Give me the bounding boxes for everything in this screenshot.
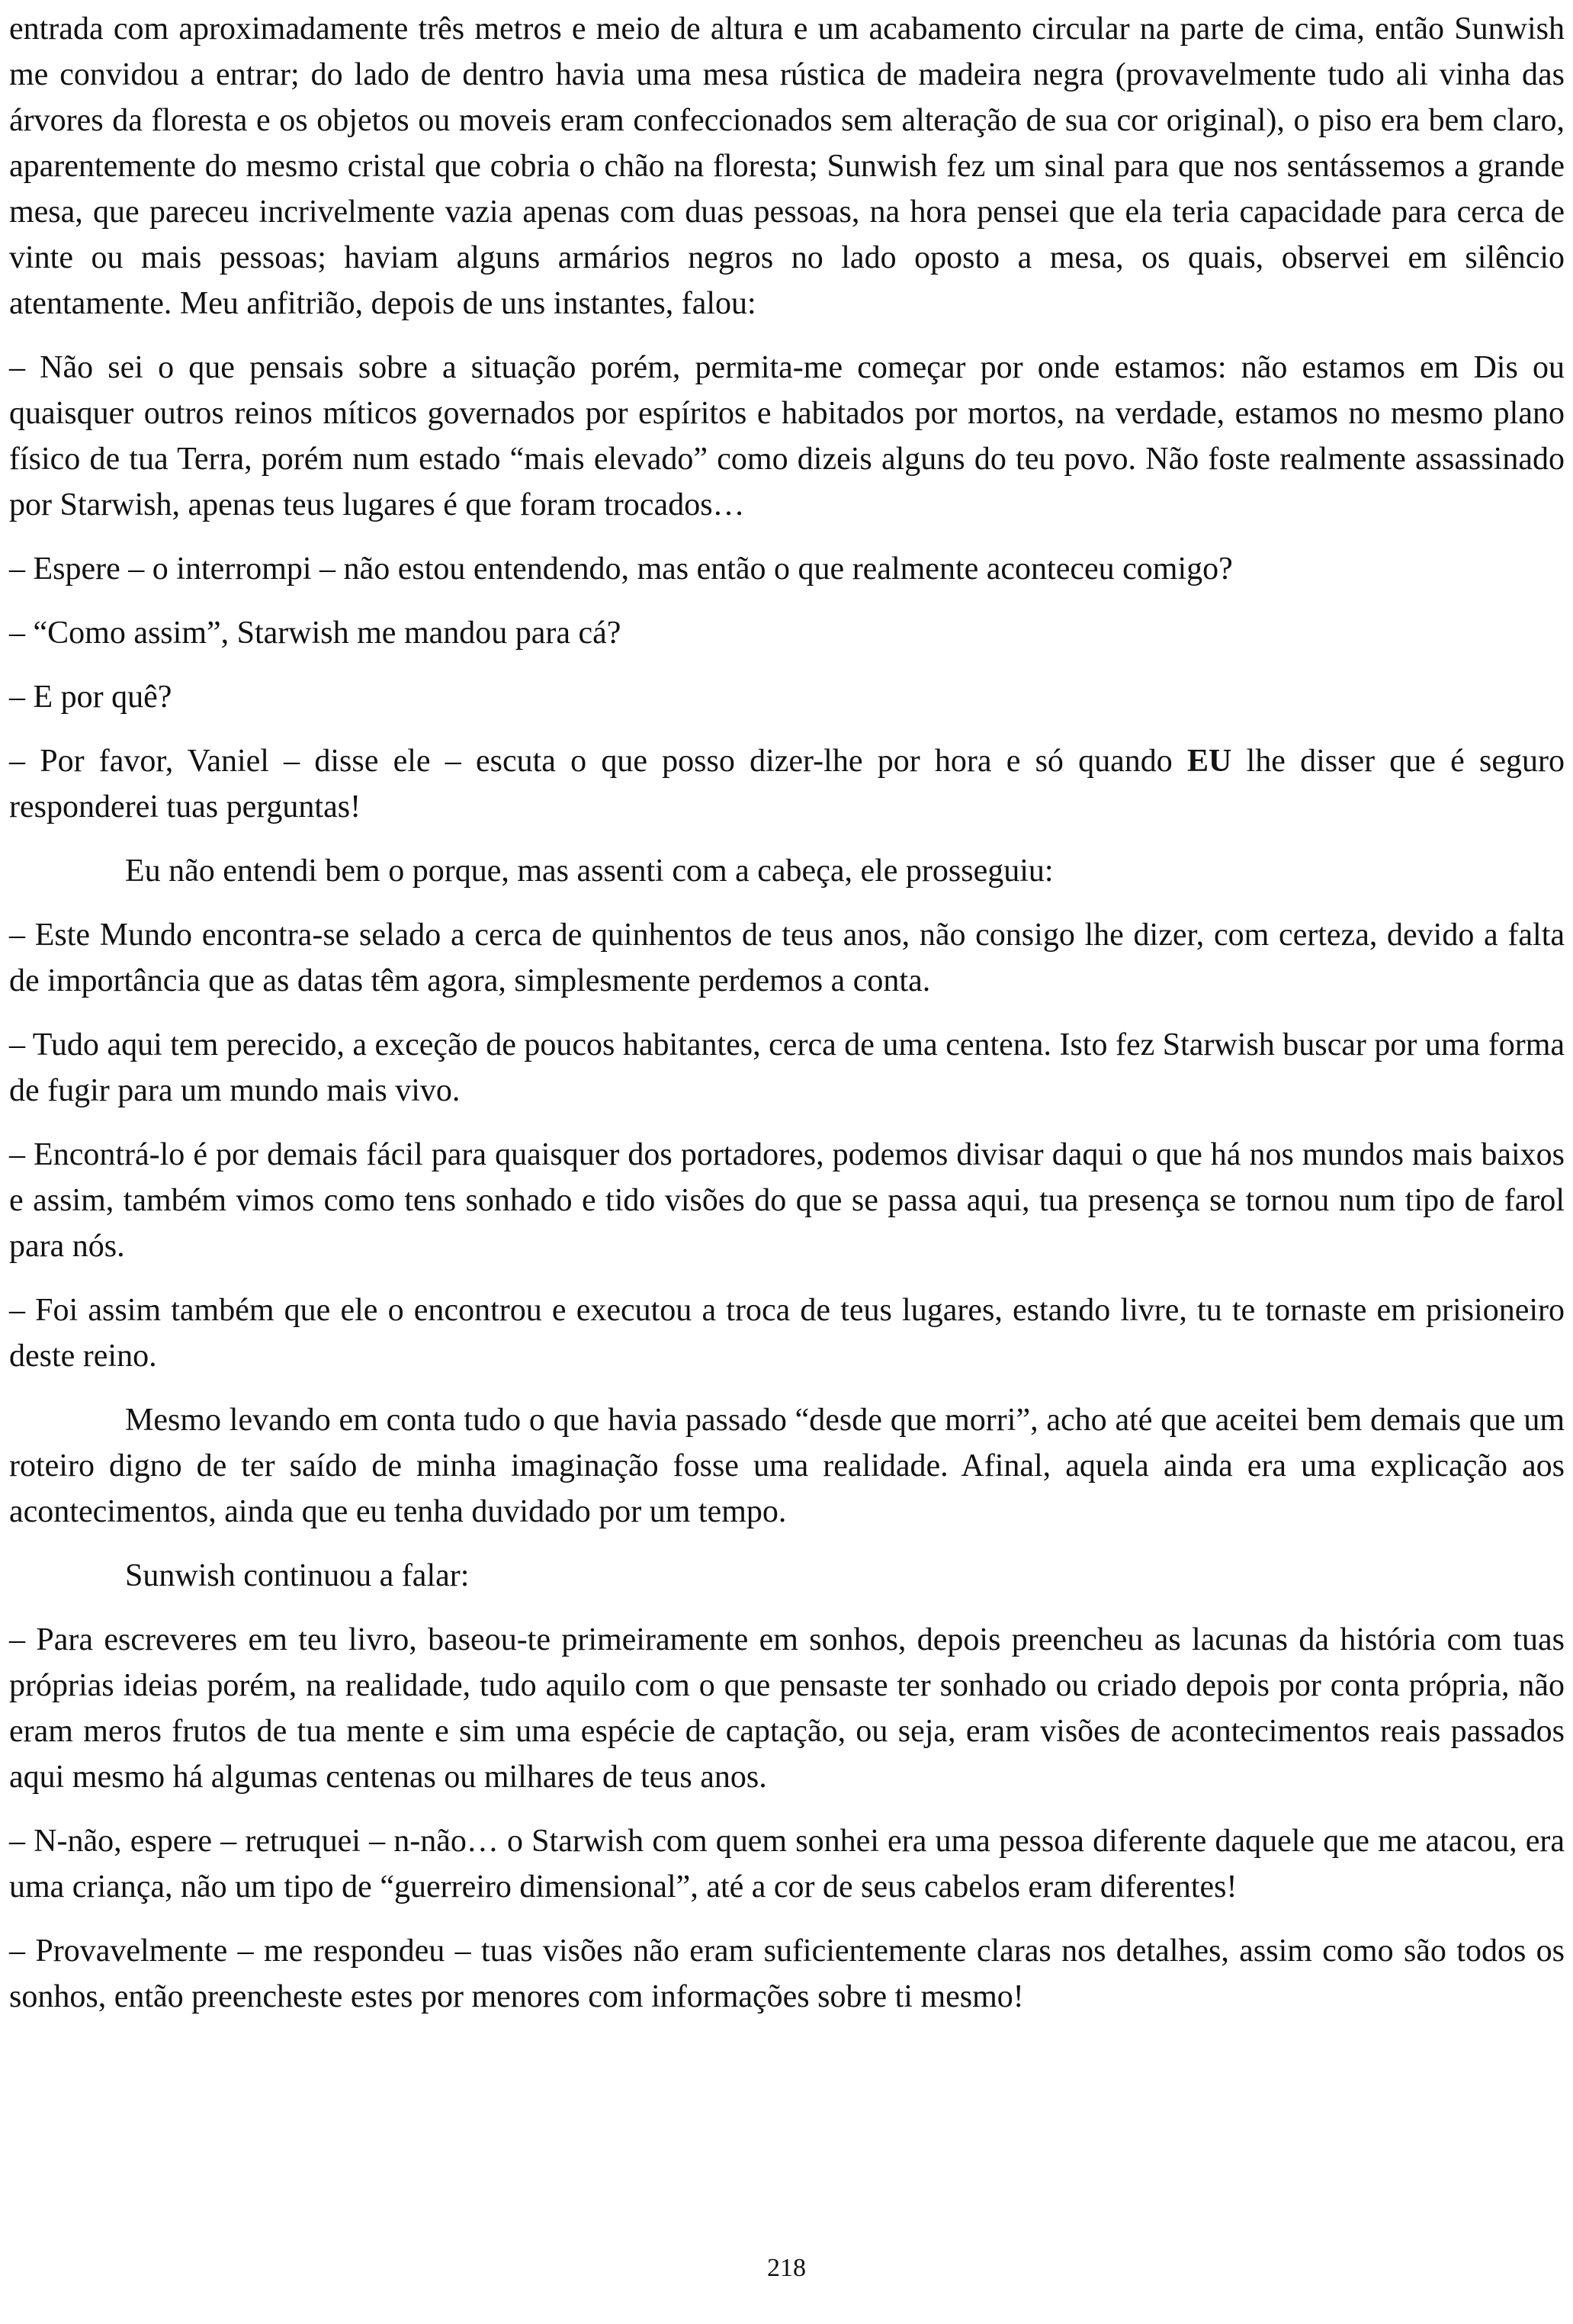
paragraph-8: – Este Mundo encontra-se selado a cerca de quinhentos de teus anos, não consigo lhe dizer, com certeza, devido a falta de importância que as datas têm agora, simplesmente perdemos a conta. [9, 918, 1565, 998]
paragraph-12: Mesmo levando em conta tudo o que havia passado “desde que morri”, acho até que aceitei bem demais que um roteiro digno de ter saído de minha imaginação fosse uma realidade. Afinal, aquela ainda era uma explicação aos acontecimentos, ainda que eu tenha duvidado por um tempo. [9, 1403, 1565, 1529]
paragraph-1: entrada com aproximadamente três metros e meio de altura e um acabamento circular na parte de cima, então Sunwish me convidou a entrar; do lado de dentro havia uma mesa rústica de madeira negra (provavelmente tudo ali vinha das árvores da floresta e os objetos ou moveis eram confeccionados sem alteração de sua cor original), o piso era bem claro, aparentemente do mesmo cristal que cobria o chão na floresta; Sunwish fez um sinal para que nos sentássemos a grande mesa, que pareceu incrivelmente vazia apenas com duas pessoas, na hora pensei que ela teria capacidade para cerca de vinte ou mais pessoas; haviam alguns armários negros no lado oposto a mesa, os quais, observei em silêncio atentamente. Meu anfitrião, depois de uns instantes, falou: [9, 11, 1565, 321]
paragraph-6-before: – Por favor, Vaniel – disse ele – escuta o que posso dizer-lhe por hora e só quando [9, 744, 1188, 779]
paragraph-14: – Para escreveres em teu livro, baseou-te primeiramente em sonhos, depois preencheu as lacunas da história com tuas próprias ideias porém, na realidade, tudo aquilo com o que pensaste ter sonhado ou criado depois por conta própria, não eram meros frutos de tua mente e sim uma espécie de captação, ou seja, eram visões de acontecimentos reais passados aqui mesmo há algumas centenas ou milhares de teus anos. [9, 1622, 1565, 1795]
paragraph-10: – Encontrá-lo é por demais fácil para quaisquer dos portadores, podemos divisar daqui o que há nos mundos mais baixos e assim, também vimos como tens sonhado e tido visões do que se passa aqui, tua presença se tornou num tipo de farol para nós. [9, 1137, 1565, 1264]
page-number: 218 [767, 2254, 806, 2282]
paragraph-9: – Tudo aqui tem perecido, a exceção de poucos habitantes, cerca de uma centena. Isto fez Starwish buscar por uma forma de fugir para um mundo mais vivo. [9, 1027, 1565, 1108]
paragraph-11: – Foi assim também que ele o encontrou e executou a troca de teus lugares, estando livre, tu te tornaste em prisioneiro deste reino. [9, 1293, 1565, 1374]
paragraph-5: – E por quê? [9, 680, 172, 715]
paragraph-15: – N-não, espere – retruquei – n-não… o Starwish com quem sonhei era uma pessoa diferente daquele que me atacou, era uma criança, não um tipo de “guerreiro dimensional”, até a cor de seus cabelos eram diferentes! [9, 1824, 1565, 1905]
paragraph-3: – Espere – o interrompi – não estou entendendo, mas então o que realmente aconteceu comigo? [9, 551, 1233, 587]
paragraph-2: – Não sei o que pensais sobre a situação porém, permita-me começar por onde estamos: não estamos em Dis ou quaisquer outros reinos míticos governados por espíritos e habitados por mortos, na verdade, estamos no mesmo plano físico de tua Terra, porém num estado “mais elevado” como dizeis alguns do teu povo. Não foste realmente assassinado por Starwish, apenas teus lugares é que foram trocados… [9, 350, 1565, 522]
paragraph-4: – “Como assim”, Starwish me mandou para cá? [9, 616, 621, 651]
paragraph-13: Sunwish continuou a falar: [125, 1558, 470, 1593]
paragraph-6 [9, 738, 1565, 830]
document-page [9, 6, 1565, 2038]
paragraph-7: Eu não entendi bem o porque, mas assenti com a cabeça, ele prosseguiu: [125, 853, 1054, 889]
paragraph-6-bold: EU [1187, 744, 1232, 779]
paragraph-16: – Provavelmente – me respondeu – tuas visões não eram suficientemente claras nos detalhes, assim como são todos os sonhos, então preencheste estes por menores com informações sobre ti mesmo! [9, 1933, 1565, 2014]
paragraph-6-after: lhe disser que é seguro responderei tuas perguntas! [9, 744, 1565, 824]
